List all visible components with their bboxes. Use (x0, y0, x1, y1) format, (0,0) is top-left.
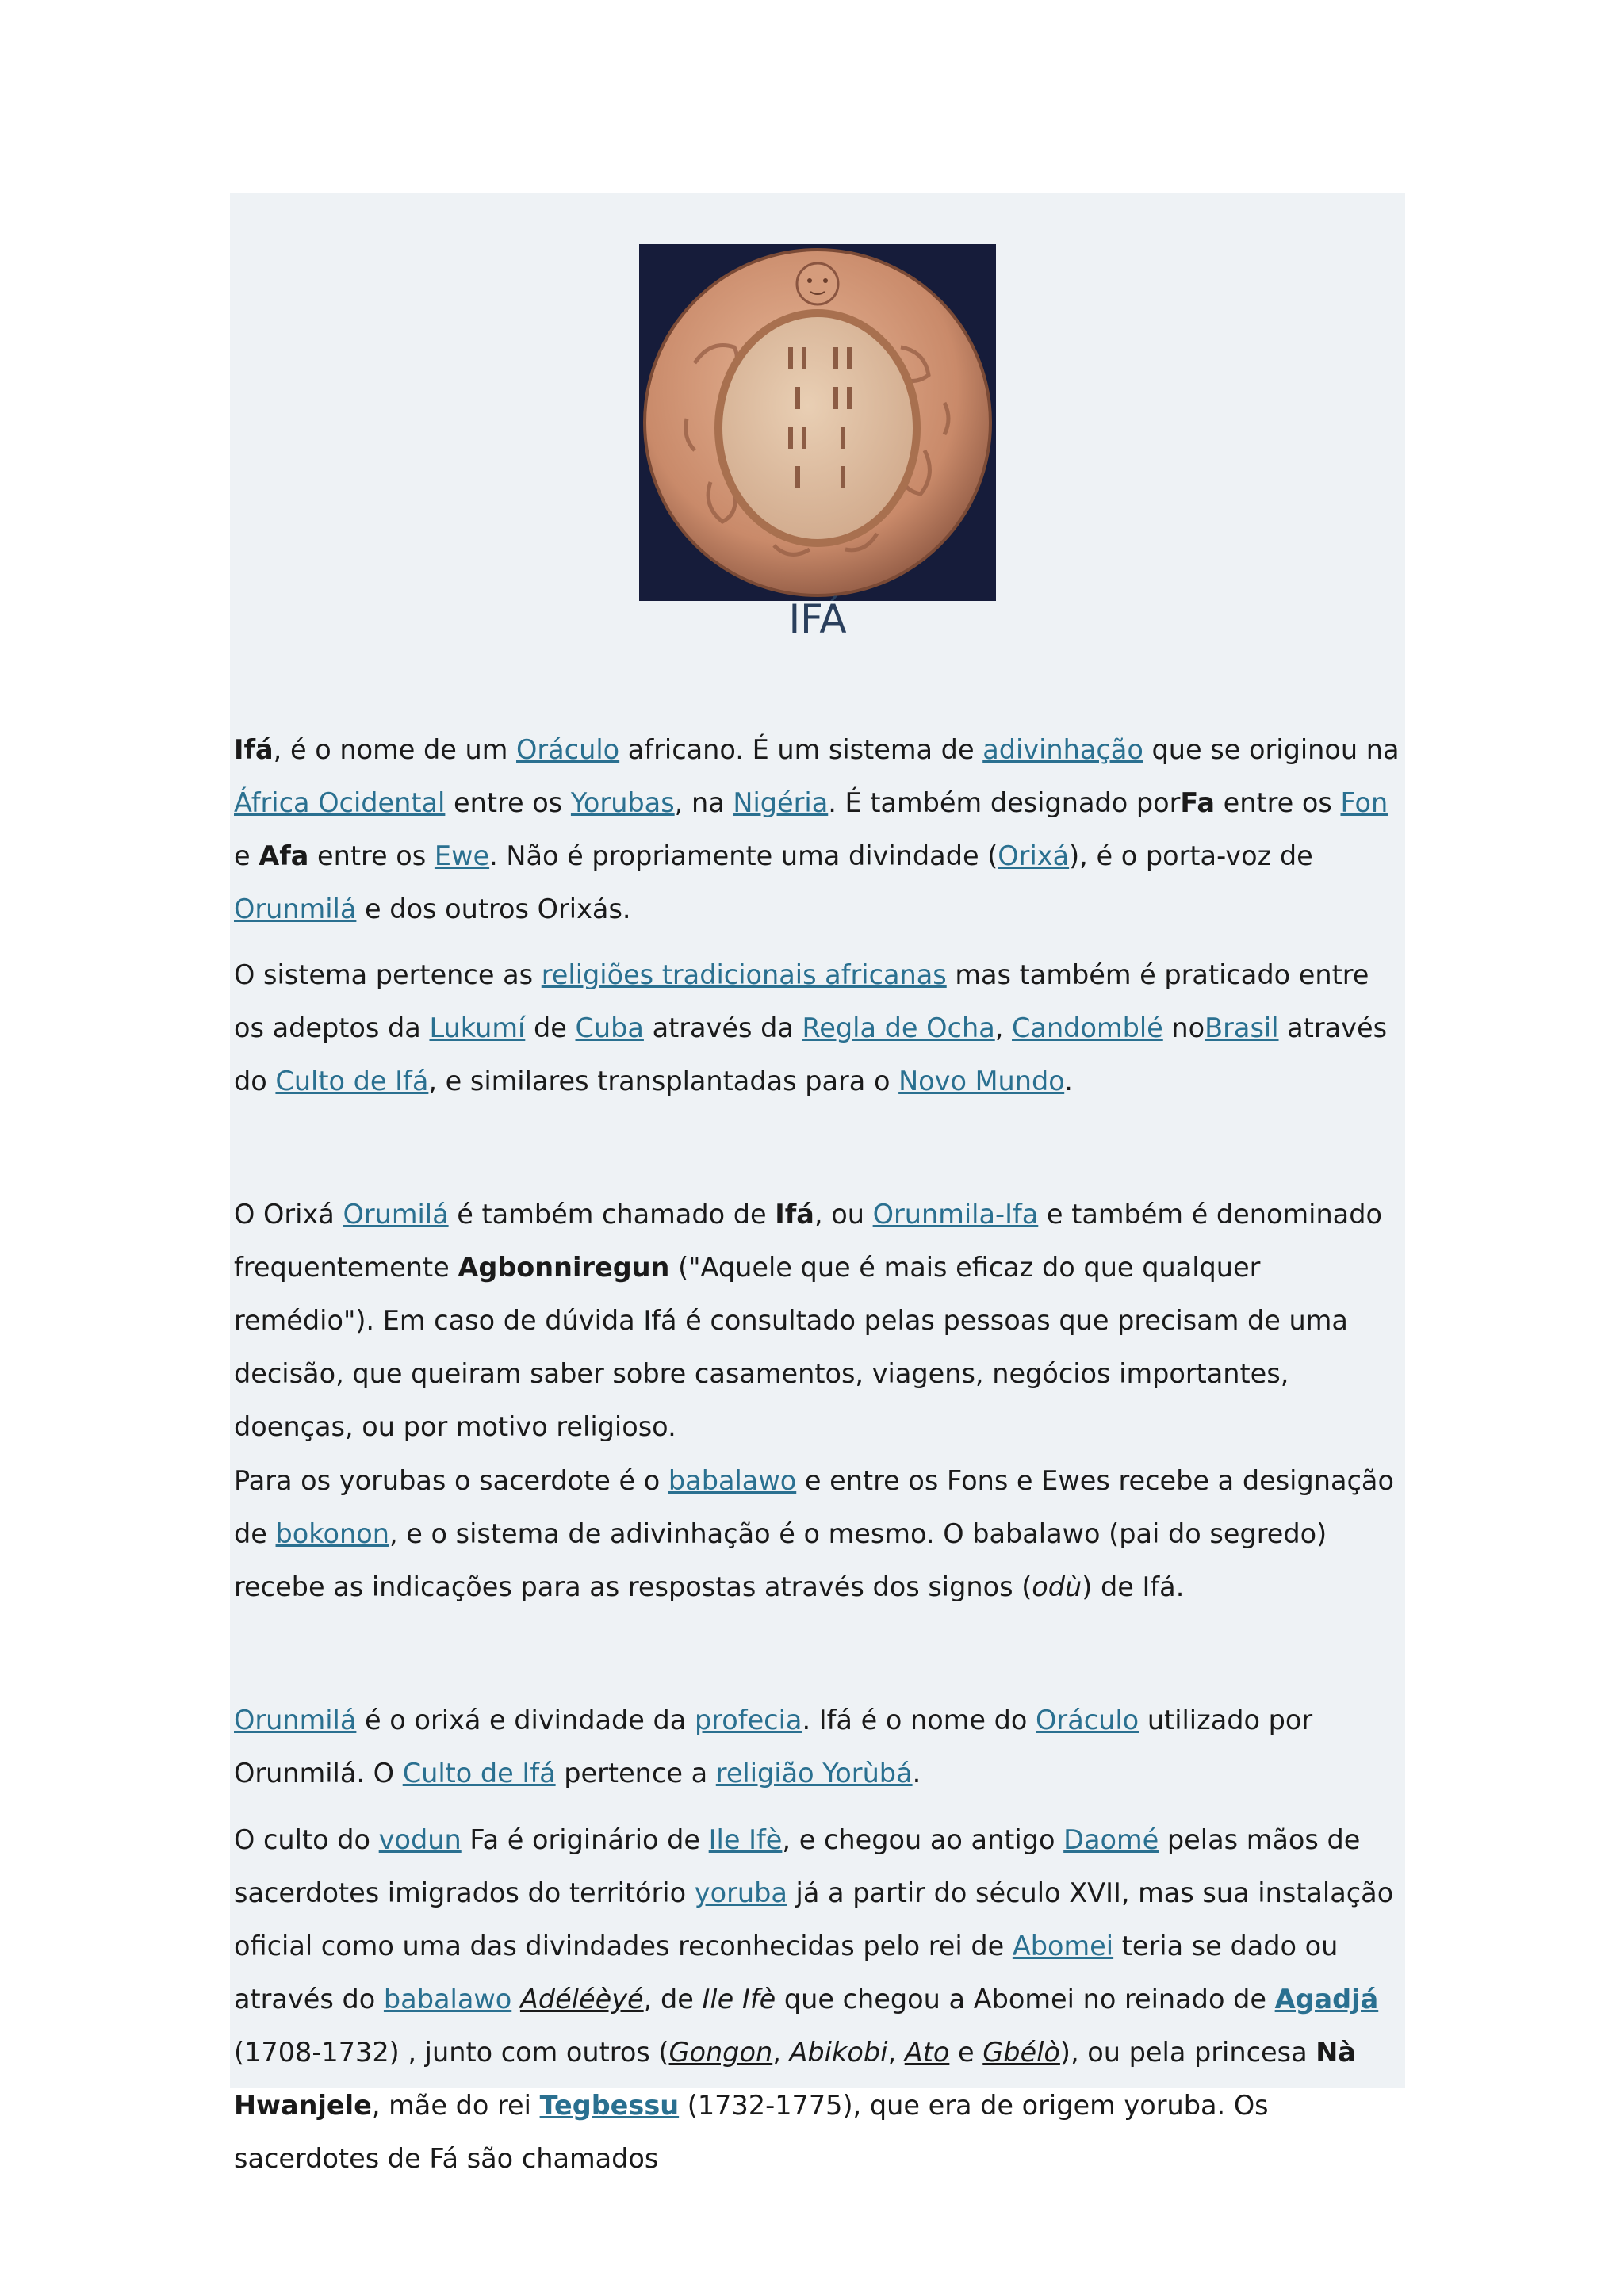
text: , mãe do rei (371, 2090, 540, 2121)
link-oraculo[interactable]: Oráculo (516, 734, 620, 765)
link-adivinhacao[interactable]: adivinhação (982, 734, 1143, 765)
text: entre os (308, 840, 435, 871)
term-gongon: Gongon (668, 2037, 773, 2068)
text: , (994, 1012, 1013, 1043)
text: . (912, 1758, 921, 1789)
term-adeleeye: Adéléèyé (519, 1984, 644, 2015)
ifa-divination-tray-icon (639, 244, 996, 601)
link-culto-de-ifa[interactable]: Culto de Ifá (275, 1066, 429, 1096)
term-ato: Ato (904, 2037, 950, 2068)
ifa-tray-image (639, 244, 996, 601)
link-daome[interactable]: Daomé (1063, 1824, 1159, 1855)
term-fa: Fa (1180, 787, 1215, 818)
text: de (525, 1012, 576, 1043)
term-na-hwanjele: Nà Hwanjele (234, 2037, 1356, 2121)
text: teria se dado ou através do (234, 1931, 1339, 2015)
text: O sistema pertence as (234, 959, 542, 990)
text: , e o sistema de adivinhação é o mesmo. O babalawo (pai do segredo) recebe as indicações para as respostas através dos signos ( (234, 1518, 1327, 1602)
text: , de (643, 1984, 703, 2015)
text: . (1064, 1066, 1073, 1096)
link-agadja[interactable]: Agadjá (1274, 1984, 1379, 2015)
text: . É também designado por (828, 787, 1181, 818)
term-agbonniregun: Agbonniregun (458, 1252, 670, 1283)
link-africa-ocidental[interactable]: África Ocidental (234, 787, 446, 818)
text: , é o nome de um (273, 734, 517, 765)
link-ile-ife[interactable]: Ile Ifè (708, 1824, 783, 1855)
link-cuba[interactable]: Cuba (575, 1012, 644, 1043)
text: ) de Ifá. (1082, 1571, 1185, 1602)
text: e dos outros Orixás. (356, 894, 631, 924)
image-caption: IFÁ (788, 596, 847, 642)
link-brasil[interactable]: Brasil (1205, 1012, 1279, 1043)
link-babalawo[interactable]: babalawo (668, 1465, 797, 1496)
link-oraculo[interactable]: Oráculo (1036, 1705, 1139, 1735)
term-afa: Afa (259, 840, 309, 871)
text: , (772, 2037, 790, 2068)
term-gbelo: Gbélò (982, 2037, 1060, 2068)
text: Fa é originário de (461, 1824, 709, 1855)
link-orunmila-ifa[interactable]: Orunmila-Ifa (872, 1199, 1039, 1230)
link-orixa[interactable]: Orixá (998, 840, 1070, 871)
link-nigeria[interactable]: Nigéria (733, 787, 829, 818)
text: pelas mãos de sacerdotes imigrados do território (234, 1824, 1361, 1908)
text: utilizado por Orunmilá. O (234, 1705, 1313, 1789)
text: , (887, 2037, 905, 2068)
paragraph-5 (234, 1693, 1403, 1800)
text (511, 1984, 520, 2015)
text: que se originou na (1143, 734, 1400, 765)
text: pertence a (555, 1758, 716, 1789)
link-vodun[interactable]: vodun (378, 1824, 462, 1855)
link-yorubas[interactable]: Yorubas (570, 787, 675, 818)
text: , e similares transplantadas para o (428, 1066, 899, 1096)
text: através da (643, 1012, 802, 1043)
text: (1732-1775), que era de origem yoruba. Os sacerdotes de Fá são chamados (234, 2090, 1269, 2174)
text: e (234, 840, 259, 871)
text: entre os (1214, 787, 1341, 818)
link-ewe[interactable]: Ewe (434, 840, 490, 871)
article-panel (230, 193, 1405, 2174)
link-abomei[interactable]: Abomei (1012, 1931, 1114, 1961)
link-culto-de-ifa[interactable]: Culto de Ifá (402, 1758, 556, 1789)
term-abikobi: Abikobi (789, 2037, 888, 2068)
paragraph-4 (234, 1454, 1403, 1613)
text: que chegou a Abomei no reinado de (776, 1984, 1275, 2015)
text: no (1162, 1012, 1205, 1043)
text: , na (674, 787, 733, 818)
term-odu: odù (1032, 1571, 1082, 1602)
text: (1708-1732) , junto com outros ( (234, 2037, 669, 2068)
text: Para os yorubas o sacerdote é o (234, 1465, 668, 1496)
text: e (949, 2037, 983, 2068)
text: e também é denominado frequentemente (234, 1199, 1382, 1283)
link-religioes-tradicionais[interactable]: religiões tradicionais africanas (541, 959, 947, 990)
link-orumila[interactable]: Orumilá (343, 1199, 449, 1230)
link-yoruba[interactable]: yoruba (694, 1877, 787, 1908)
term-ifa: Ifá (234, 734, 274, 765)
text: , ou (814, 1199, 873, 1230)
link-religiao-yoruba[interactable]: religião Yorùbá (715, 1758, 913, 1789)
text: , e chegou ao antigo (782, 1824, 1064, 1855)
text: ), ou pela princesa (1059, 2037, 1316, 2068)
paragraph-2 (234, 948, 1403, 1108)
link-fon[interactable]: Fon (1340, 787, 1388, 818)
text: é o orixá e divindade da (356, 1705, 695, 1735)
link-lukumi[interactable]: Lukumí (429, 1012, 526, 1043)
term-ifa: Ifá (775, 1199, 814, 1230)
text: africano. É um sistema de (619, 734, 983, 765)
paragraph-6 (234, 1813, 1403, 2185)
paragraph-3 (234, 1188, 1403, 1453)
text: através do (234, 1012, 1388, 1096)
link-profecia[interactable]: profecia (694, 1705, 802, 1735)
text: mas também é praticado entre os adeptos da (234, 959, 1369, 1043)
link-tegbessu[interactable]: Tegbessu (539, 2090, 680, 2121)
text: ), é o porta-voz de (1069, 840, 1313, 871)
text: é também chamado de (448, 1199, 776, 1230)
text: entre os (445, 787, 571, 818)
text: O culto do (234, 1824, 379, 1855)
text: . Não é propriamente uma divindade ( (489, 840, 998, 871)
text: ("Aquele que é mais eficaz do que qualquer remédio"). Em caso de dúvida Ifá é consultado pelas pessoas que precisam de uma decisão, que queiram saber sobre casamentos, viagens, negócios importantes, doenças, ou por motivo religioso. (234, 1252, 1348, 1442)
text: e entre os Fons e Ewes recebe a designação de (234, 1465, 1394, 1549)
text: já a partir do século XVII, mas sua instalação oficial como uma das divindades reconhecidas pelo rei de (234, 1877, 1394, 1961)
term-ile-ife: Ile Ifè (702, 1984, 776, 2015)
link-regla-de-ocha[interactable]: Regla de Ocha (802, 1012, 995, 1043)
text: O Orixá (234, 1199, 343, 1230)
link-babalawo[interactable]: babalawo (383, 1984, 512, 2015)
text: . Ifá é o nome do (802, 1705, 1036, 1735)
link-orunmila[interactable]: Orunmilá (234, 894, 357, 924)
link-novo-mundo[interactable]: Novo Mundo (898, 1066, 1065, 1096)
paragraph-1 (234, 723, 1403, 936)
link-candomble[interactable]: Candomblé (1012, 1012, 1163, 1043)
link-bokonon[interactable]: bokonon (275, 1518, 389, 1549)
link-orunmila[interactable]: Orunmilá (234, 1705, 357, 1735)
